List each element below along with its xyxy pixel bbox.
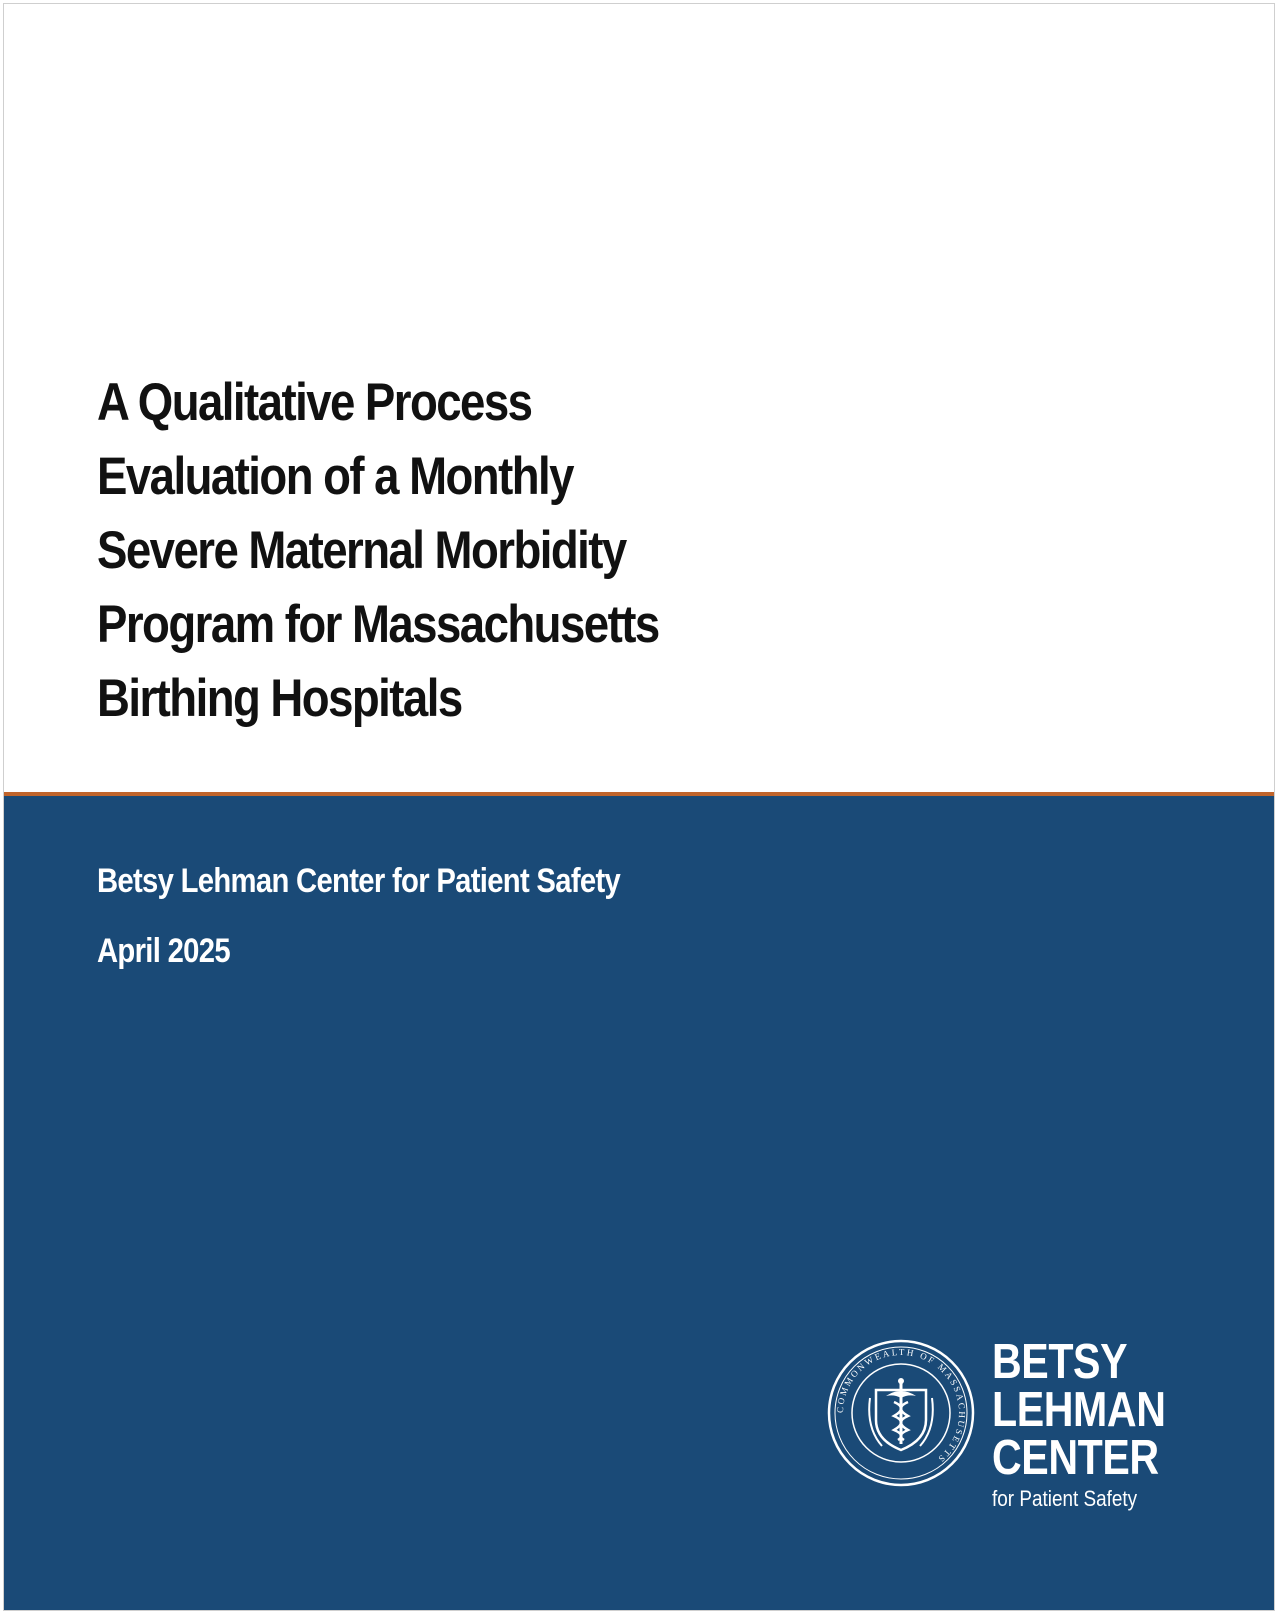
wordmark-line: BETSY [992,1335,1128,1389]
seal-text: COMMONWEALTH OF MASSACHUSETTS [834,1346,968,1466]
title-line: A Qualitative Process [97,373,532,432]
report-cover [3,3,1275,1611]
title-line: Program for Massachusetts [97,595,659,654]
massachusetts-seal-icon [826,1338,976,1488]
publication-date: April 2025 [97,932,230,970]
title-line: Birthing Hospitals [97,669,462,728]
wordmark-line: CENTER [992,1431,1159,1485]
logo-tagline: for Patient Safety [992,1486,1138,1511]
organization-name: Betsy Lehman Center for Patient Safety [97,862,621,900]
title-block [97,366,857,736]
betsy-lehman-logo [826,1335,1186,1528]
title-line: Severe Maternal Morbidity [97,521,626,580]
logo-wordmark [992,1335,1199,1514]
report-title [97,366,751,736]
title-line: Evaluation of a Monthly [97,447,573,506]
wordmark-line: LEHMAN [992,1383,1166,1437]
